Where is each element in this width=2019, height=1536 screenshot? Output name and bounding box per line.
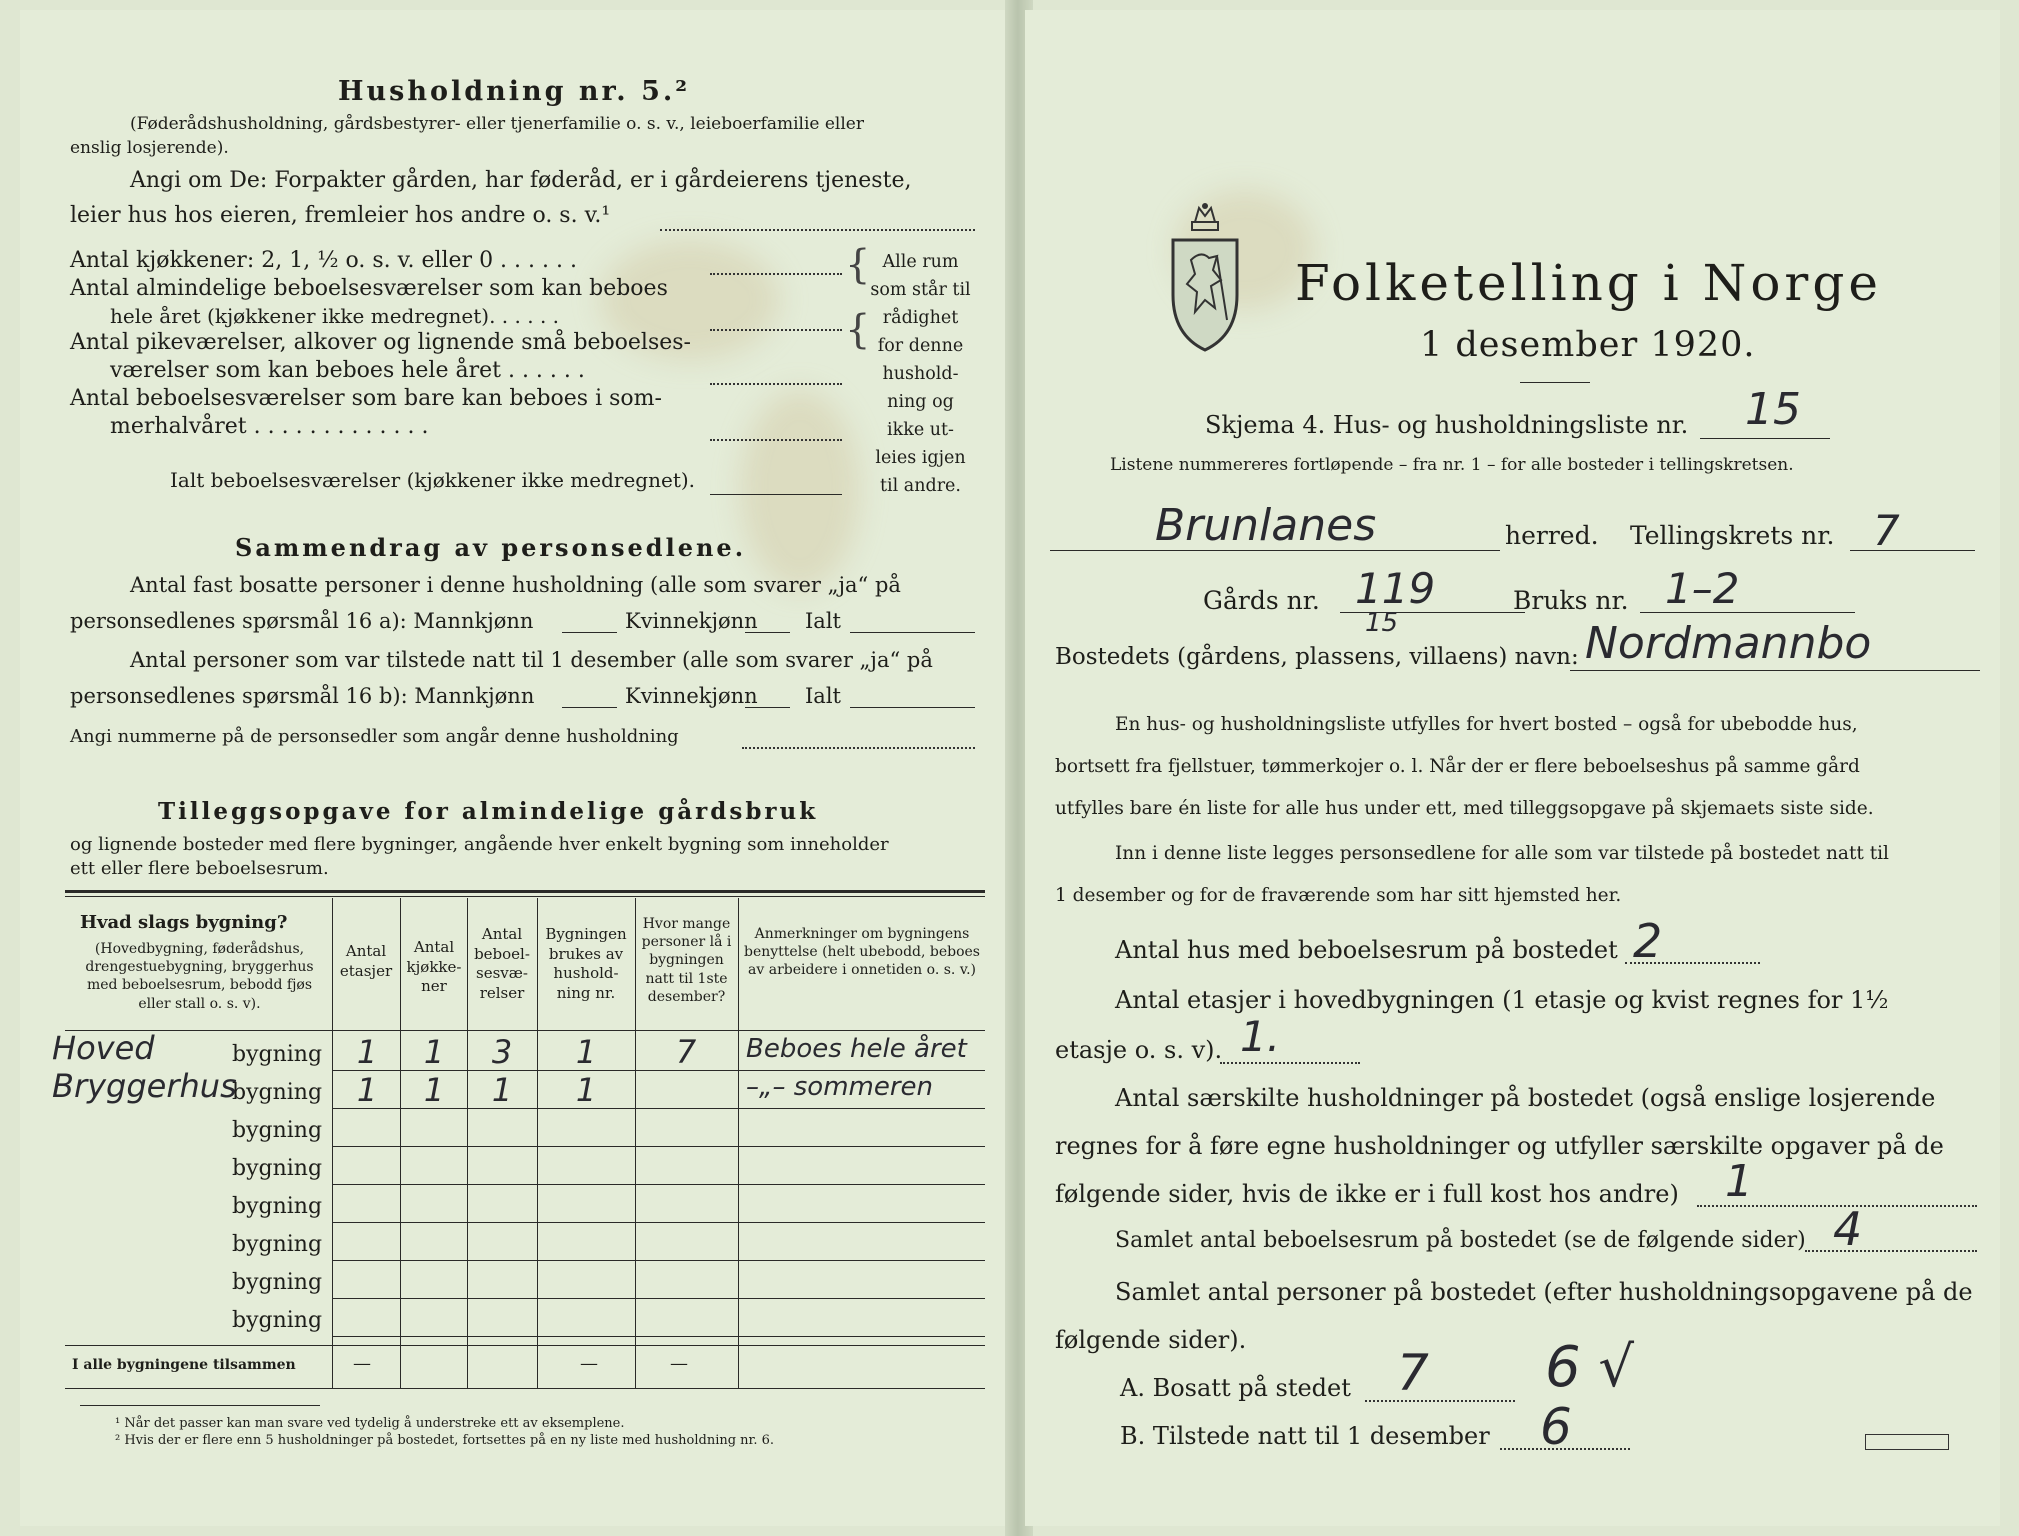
- table-top-rule: [65, 896, 985, 897]
- bruks-value: 1–2: [1665, 564, 1740, 613]
- rum-label: Samlet antal beboelsesrum på bostedet (se de følgende sider): [1115, 1228, 1806, 1253]
- col-brukes: Bygningen brukes av hushold-ning nr.: [545, 925, 627, 1002]
- side-note-line: for denne: [877, 336, 964, 356]
- side-note-line: rådighet: [882, 308, 959, 328]
- footnote-rule: [80, 1405, 320, 1406]
- answer-line: [1700, 438, 1830, 439]
- gards-label: Gårds nr.: [1203, 586, 1320, 615]
- side-note-line: ikke ut-: [887, 420, 954, 440]
- bygning-label: bygning: [232, 1308, 323, 1333]
- table-col-divider: [738, 898, 739, 1388]
- right-page: [1025, 10, 2000, 1526]
- footnote-1: ¹ Når det passer kan man svare ved tydelig å understreke ett av eksemplene.: [115, 1416, 625, 1431]
- cell-brukes: 1: [575, 1033, 597, 1071]
- answer-line: [1850, 550, 1975, 551]
- info-text: utfylles bare én liste for alle hus under ett, med tilleggsopgave på skjemaets siste side.: [1055, 798, 1874, 819]
- husholdning-note: enslig losjerende).: [70, 138, 229, 158]
- tellingskrets-value: 7: [1873, 506, 1900, 555]
- side-note-line: til andre.: [880, 476, 961, 496]
- answer-line: [710, 439, 842, 441]
- info-text: 1 desember og for de fraværende som har sitt hjemsted her.: [1055, 885, 1622, 906]
- answer-line: [710, 383, 842, 385]
- check-marks: 6 √: [1545, 1335, 1635, 1400]
- pers-text: følgende sider).: [1055, 1326, 1247, 1354]
- col-etasjer: Antal etasjer: [339, 942, 393, 980]
- side-note-line: Alle rum: [882, 252, 959, 272]
- row-rule: [332, 1222, 985, 1223]
- paper-stain: [740, 390, 860, 590]
- tellingskrets-label: Tellingskrets nr.: [1630, 521, 1835, 550]
- total-label: I alle bygningene tilsammen: [72, 1357, 296, 1373]
- row-rule: [332, 1298, 985, 1299]
- answer-line: [745, 632, 790, 633]
- rum-value: 4: [1833, 1202, 1863, 1256]
- etasjer-text: etasje o. s. v).: [1055, 1036, 1223, 1064]
- title-rule: [1520, 382, 1590, 383]
- total-dash: —: [353, 1353, 371, 1374]
- angi-answer-line: [660, 229, 975, 231]
- husholdning-title: Husholdning nr. 5.²: [338, 76, 691, 107]
- table-col-divider: [467, 898, 468, 1388]
- question-alm: hele året (kjøkkener ikke medregnet). . . . . .: [110, 304, 560, 328]
- row-rule: [332, 1336, 985, 1337]
- bosted-extra: 15: [1365, 608, 1399, 638]
- col-personer: Hvor mange personer lå i bygningen natt til 1ste desember?: [641, 916, 732, 1005]
- info-text: Inn i denne liste legges personsedlene for alle som var tilstede på bostedet natt til: [1115, 843, 1889, 864]
- herred-value: Brunlanes: [1155, 500, 1377, 551]
- saer-text: følgende sider, hvis de ikke er i full kost hos andre): [1055, 1180, 1679, 1208]
- printer-stamp: [1865, 1434, 1949, 1450]
- side-note-line: ning og: [887, 392, 954, 412]
- cell-kjokkener: 1: [423, 1071, 445, 1109]
- fast-text: Antal fast bosatte personer i denne husholdning (alle som svarer „ja“ på: [130, 573, 901, 597]
- listene-text: Listene nummereres fortløpende – fra nr. 1 – for alle bosteder i tellingskretsen.: [1110, 455, 1794, 475]
- row-rule: [332, 1260, 985, 1261]
- hus-label: Antal hus med beboelsesrum på bostedet: [1115, 936, 1618, 964]
- bruks-label: Bruks nr.: [1513, 586, 1629, 615]
- etasjer-value: 1.: [1240, 1012, 1281, 1061]
- answer-line: [1365, 1400, 1515, 1402]
- table-bottom-rule: [65, 1388, 985, 1389]
- answer-line: [742, 747, 975, 749]
- side-note-line: leies igjen: [875, 448, 966, 468]
- angi-text: Angi om De: Forpakter gården, har føderåd, er i gårdeierens tjeneste,: [130, 168, 912, 193]
- question-pike: Antal pikeværelser, alkover og lignende små beboelses-: [70, 330, 691, 355]
- bygning-label: bygning: [232, 1118, 323, 1143]
- tillegg-text: ett eller flere beboelsesrum.: [70, 858, 329, 879]
- tilstede-text: Ialt: [805, 684, 841, 708]
- tillegg-text: og lignende bosteder med flere bygninger, angående hver enkelt bygning som inneholder: [70, 834, 889, 855]
- table-col-divider: [635, 898, 636, 1388]
- gards-value: 119: [1355, 564, 1436, 613]
- b-value: 6: [1540, 1398, 1572, 1456]
- answer-line: [710, 273, 842, 275]
- answer-line: [1805, 1250, 1977, 1252]
- skjema-label: Skjema 4. Hus- og husholdningsliste nr.: [1205, 411, 1689, 439]
- total-dash: —: [580, 1353, 598, 1374]
- answer-line: [1570, 670, 1980, 671]
- question-sommer: Antal beboelsesværelser som bare kan beboes i som-: [70, 386, 662, 411]
- question-pike: værelser som kan beboes hele året . . . . . .: [110, 358, 585, 383]
- cell-etasjer: 1: [356, 1071, 378, 1109]
- b-label: B. Tilstede natt til 1 desember: [1120, 1422, 1490, 1450]
- fast-text: Ialt: [805, 609, 841, 633]
- question-sommer: merhalvåret . . . . . . . . . . . . .: [110, 414, 429, 439]
- a-value: 7: [1397, 1344, 1429, 1402]
- brace: {: [845, 242, 871, 288]
- saer-text: regnes for å føre egne husholdninger og utfyller særskilte opgaver på de: [1055, 1132, 1944, 1160]
- building-name: Hoved: [52, 1029, 155, 1067]
- table-col-divider: [332, 898, 333, 1388]
- nummerne-text: Angi nummerne på de personsedler som angår denne husholdning: [70, 726, 679, 747]
- skjema-nr: 15: [1745, 384, 1801, 435]
- tilstede-text: personsedlenes spørsmål 16 b): Mannkjønn: [70, 684, 535, 708]
- tillegg-title: Tilleggsopgave for almindelige gårdsbruk: [158, 798, 819, 825]
- footnote-2: ² Hvis der er flere enn 5 husholdninger på bostedet, fortsettes på en ny liste med husholdning nr. 6.: [115, 1433, 775, 1448]
- tilstede-text: Kvinnekjønn: [625, 684, 758, 708]
- side-note-line: hushold-: [882, 364, 959, 384]
- bygning-label: bygning: [232, 1194, 323, 1219]
- row-rule: [332, 1108, 985, 1109]
- bygning-label: bygning: [232, 1042, 323, 1067]
- pers-text: Samlet antal personer på bostedet (efter husholdningsopgavene på de: [1115, 1278, 1973, 1306]
- info-text: En hus- og husholdningsliste utfylles for hvert bosted – også for ubebodde hus,: [1115, 714, 1858, 735]
- col-anmerkninger: Anmerkninger om bygningens benyttelse (helt ubebodd, beboes av arbeidere i onnetiden o. s. v.): [743, 926, 980, 979]
- question-alm: Antal almindelige beboelsesværelser som kan beboes: [70, 276, 668, 301]
- brace: {: [845, 307, 871, 353]
- husholdning-note: (Føderådshusholdning, gårdsbestyrer- eller tjenerfamilie o. s. v., leieboerfamilie eller: [130, 114, 864, 134]
- cell-kjokkener: 1: [423, 1033, 445, 1071]
- bosted-label: Bostedets (gårdens, plassens, villaens) navn:: [1055, 644, 1579, 670]
- a-label: A. Bosatt på stedet: [1120, 1374, 1351, 1402]
- title: Folketelling i Norge: [1295, 254, 1882, 312]
- answer-line: [850, 632, 975, 633]
- bygning-label: bygning: [232, 1156, 323, 1181]
- cell-etasjer: 1: [356, 1033, 378, 1071]
- left-page: [20, 10, 1010, 1526]
- hus-value: 2: [1633, 914, 1663, 968]
- tilstede-text: Antal personer som var tilstede natt til 1 desember (alle som svarer „ja“ på: [130, 648, 933, 672]
- table-col-divider: [537, 898, 538, 1388]
- col-vaerelser: Antal beboel-sesvæ-relser: [474, 925, 530, 1002]
- total-dash: —: [670, 1353, 688, 1374]
- col-hvad-title: Hvad slags bygning?: [80, 912, 288, 933]
- table-total-rule: [65, 1345, 985, 1346]
- cell-vaerelser: 1: [491, 1071, 513, 1109]
- building-name: Bryggerhus: [52, 1067, 237, 1105]
- cell-personer: 7: [675, 1033, 697, 1071]
- table-header-rule: [65, 1030, 985, 1031]
- bygning-label: bygning: [232, 1232, 323, 1257]
- angi-text: leier hus hos eieren, fremleier hos andre o. s. v.¹: [70, 203, 611, 228]
- answer-line: [710, 329, 842, 331]
- row-rule: [332, 1146, 985, 1147]
- answer-line: [850, 707, 975, 708]
- answer-line: [1220, 1062, 1360, 1064]
- side-note-line: som står til: [870, 280, 971, 300]
- coat-of-arms-icon: [1165, 200, 1245, 360]
- answer-line: [710, 494, 842, 495]
- saer-text: Antal særskilte husholdninger på bostedet (også enslige losjerende: [1115, 1084, 1936, 1112]
- saer-value: 1: [1725, 1156, 1753, 1207]
- cell-anmerkning: –„– sommeren: [746, 1072, 934, 1102]
- col-kjokkener: Antal kjøkke-ner: [406, 938, 462, 995]
- question-kjokkener: Antal kjøkkener: 2, 1, ½ o. s. v. eller 0 . . . . . .: [70, 248, 577, 273]
- answer-line: [745, 707, 790, 708]
- question-ialt: Ialt beboelsesværelser (kjøkkener ikke medregnet).: [170, 468, 696, 492]
- bygning-label: bygning: [232, 1270, 323, 1295]
- fast-text: personsedlenes spørsmål 16 a): Mannkjønn: [70, 609, 534, 633]
- cell-brukes: 1: [575, 1071, 597, 1109]
- sammendrag-title: Sammendrag av personsedlene.: [235, 533, 747, 562]
- date: 1 desember 1920.: [1420, 325, 1756, 365]
- table-col-divider: [400, 898, 401, 1388]
- herred-label: herred.: [1505, 521, 1599, 550]
- bosted-value: Nordmannbo: [1585, 618, 1872, 669]
- fast-text: Kvinnekjønn: [625, 609, 758, 633]
- answer-line: [562, 632, 617, 633]
- col-hvad-sub: (Hovedbygning, føderådshus, drengestuebygning, bryggerhus med beboelsesrum, bebodd fjøs eller stall o. s. v).: [85, 941, 314, 1012]
- cell-vaerelser: 3: [491, 1033, 513, 1071]
- etasjer-text: Antal etasjer i hovedbygningen (1 etasje og kvist regnes for 1½: [1115, 986, 1889, 1014]
- row-rule: [332, 1184, 985, 1185]
- table-top-rule: [65, 890, 985, 893]
- cell-anmerkning: Beboes hele året: [746, 1034, 967, 1064]
- answer-line: [562, 707, 617, 708]
- bygning-label: bygning: [232, 1080, 323, 1105]
- info-text: bortsett fra fjellstuer, tømmerkojer o. l. Når der er flere beboelseshus på samme gård: [1055, 756, 1860, 777]
